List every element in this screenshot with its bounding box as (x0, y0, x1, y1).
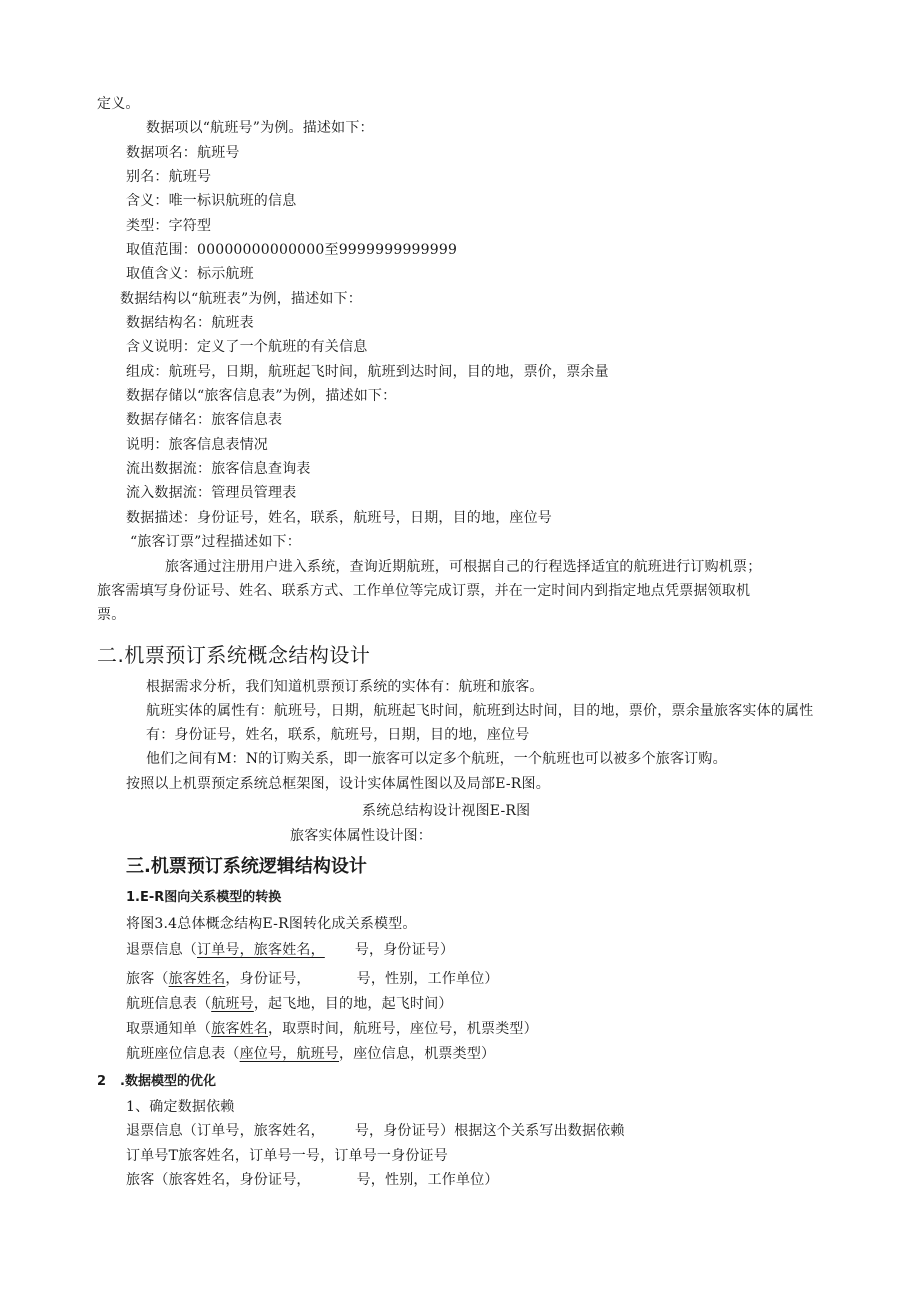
primary-key: 旅客姓名 (211, 1021, 269, 1037)
primary-key: 订单号，旅客姓名， (197, 942, 325, 958)
relation-prefix: 取票通知单（ (126, 1021, 212, 1037)
paragraph-line: 取值含义：标示航班 (126, 266, 254, 282)
section-heading: 三.机票预订系统逻辑结构设计 (126, 856, 367, 877)
paragraph-line: 含义说明：定义了一个航班的有关信息 (126, 339, 368, 355)
subsection-title: .数据模型的优化 (120, 1074, 216, 1089)
paragraph-line: 流出数据流：旅客信息查询表 (126, 461, 311, 477)
figure-caption: 系统总结构设计视图E-R图 (362, 803, 531, 819)
relation-prefix: 退票信息（ (126, 942, 197, 958)
paragraph-line: 含义：唯一标识航班的信息 (126, 193, 297, 209)
paragraph-line: 组成：航班号，日期，航班起飞时间，航班到达时间，目的地，票价，票余量 (126, 364, 609, 380)
relation-line (126, 1019, 538, 1039)
paragraph-line: 取值范围：00000000000000至9999999999999 (126, 242, 458, 258)
paragraph-line: 说明：旅客信息表情况 (126, 437, 268, 453)
paragraph-line: 别名：航班号 (126, 169, 212, 185)
text-segment: 旅客（旅客姓名，身份证号， (126, 1172, 311, 1188)
paragraph-line: 按照以上机票预定系统总框架图，设计实体属性图以及局部E-R图。 (126, 776, 550, 792)
paragraph-line: 流入数据流：管理员管理表 (126, 485, 297, 501)
relation-line (126, 969, 499, 989)
paragraph-line: 旅客需填写身份证号、姓名、联系方式、工作单位等完成订票，并在一定时间内到指定地点凭票据领取机 (97, 583, 751, 599)
relation-suffix: 号，性别，工作单位） (356, 971, 499, 987)
relation-line (126, 994, 453, 1014)
relation-line (126, 940, 454, 960)
relation-prefix: 航班信息表（ (126, 996, 212, 1012)
text-segment: 退票信息（订单号，旅客姓名， (126, 1123, 325, 1139)
paragraph-line: 数据结构名：航班表 (126, 315, 254, 331)
paragraph-line: 票。 (97, 607, 126, 623)
subsection-number: 2 (97, 1074, 107, 1089)
subsection-heading (97, 1073, 216, 1091)
text-segment: 号，性别，工作单位） (356, 1172, 499, 1188)
relation-suffix: 号，身份证号） (354, 942, 455, 958)
paragraph-line: 数据项以“航班号”为例。描述如下： (146, 120, 374, 136)
paragraph-line: 数据存储以“旅客信息表”为例，描述如下： (126, 388, 397, 404)
paragraph-line: 旅客通过注册用户进入系统，查询近期航班，可根据自己的行程选择适宜的航班进行订购机票； (165, 559, 762, 575)
primary-key: 旅客姓名 (168, 971, 226, 987)
paragraph-line: 将图3.4总体概念结构E-R图转化成关系模型。 (126, 916, 417, 932)
paragraph-line: 根据需求分析，我们知道机票预订系统的实体有：航班和旅客。 (146, 679, 544, 695)
paragraph-line (126, 1121, 625, 1141)
relation-line (126, 1044, 495, 1064)
section-heading: 二.机票预订系统概念结构设计 (97, 643, 371, 667)
text-segment: 号，身份证号）根据这个关系写出数据依赖 (354, 1123, 625, 1139)
paragraph-line: 数据存储名：旅客信息表 (126, 412, 283, 428)
relation-suffix: ，座位信息，机票类型） (339, 1046, 496, 1062)
relation-prefix: 航班座位信息表（ (126, 1046, 240, 1062)
paragraph-line: 定义。 (97, 96, 140, 112)
subsection-heading: 1.E-R图向关系模型的转换 (126, 890, 282, 905)
paragraph-line: 他们之间有M：N的订购关系，即一旅客可以定多个航班，一个航班也可以被多个旅客订购。 (146, 751, 727, 767)
paragraph-line: 1、确定数据依赖 (126, 1099, 235, 1115)
paragraph-line: 数据描述：身份证号，姓名，联系，航班号，日期，目的地，座位号 (126, 510, 552, 526)
relation-prefix: 旅客（ (126, 971, 169, 987)
paragraph-line: 数据项名：航班号 (126, 145, 240, 161)
paragraph-line: “旅客订票”过程描述如下： (130, 534, 301, 550)
relation-suffix: ，取票时间，航班号，座位号，机票类型） (268, 1021, 538, 1037)
paragraph-line: 有：身份证号，姓名，联系，航班号，日期，目的地，座位号 (146, 727, 530, 743)
primary-key: 航班号 (211, 996, 254, 1012)
paragraph-line: 订单号T旅客姓名，订单号一号，订单号一身份证号 (126, 1148, 448, 1164)
paragraph-line: 航班实体的属性有：航班号，日期，航班起飞时间，航班到达时间，目的地，票价，票余量旅客实体的属性 (146, 703, 814, 719)
paragraph-line: 类型：字符型 (126, 218, 212, 234)
paragraph-line (126, 1170, 499, 1190)
paragraph-line: 数据结构以“航班表”为例，描述如下： (120, 291, 362, 307)
relation-middle: ，身份证号， (225, 971, 311, 987)
primary-key: 座位号，航班号 (239, 1046, 340, 1062)
relation-suffix: ，起飞地，目的地，起飞时间） (253, 996, 453, 1012)
figure-caption: 旅客实体属性设计图： (290, 828, 432, 844)
